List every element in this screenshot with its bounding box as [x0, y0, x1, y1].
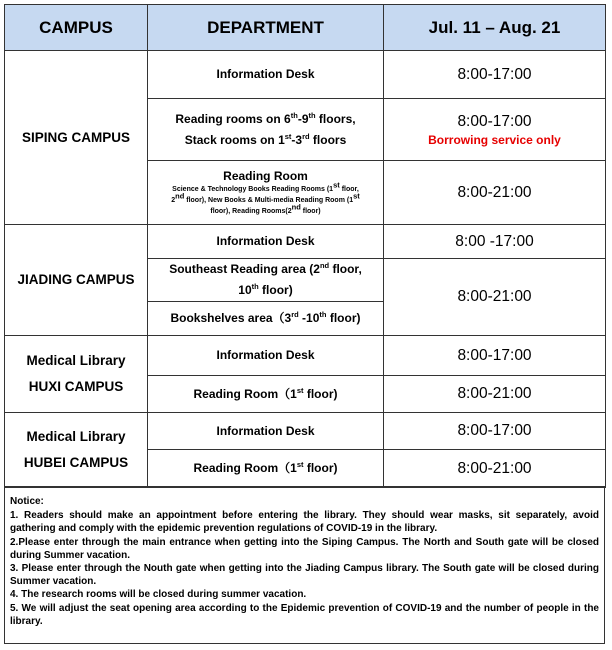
- hours-siping-info-desk: 8:00-17:00: [384, 51, 606, 99]
- hours-huxi-info-desk: 8:00-17:00: [384, 336, 606, 376]
- hours-siping-reading-stack: 8:00-17:00 Borrowing service only: [384, 99, 606, 161]
- header-department: DEPARTMENT: [148, 5, 384, 51]
- table-row: [5, 51, 606, 99]
- table-row: [5, 413, 606, 450]
- notice-title: Notice:: [10, 496, 44, 507]
- hours-hubei-info-desk: 8:00-17:00: [384, 413, 606, 450]
- dept-jiading-bookshelves: Bookshelves area（3rd -10th floor): [148, 302, 384, 336]
- dept-huxi-reading-room: Reading Room（1st floor): [148, 376, 384, 413]
- header-period: Jul. 11 – Aug. 21: [384, 5, 606, 51]
- table-row: [5, 336, 606, 376]
- notice-item: 1. Readers should make an appointment before entering the library. They should wear masks, sit separately, avoid gathering and comply with the epidemic prevention regulations of COVID-19 in the library.: [10, 510, 599, 535]
- campus-siping: SIPING CAMPUS: [5, 51, 148, 225]
- table-row: [5, 225, 606, 259]
- dept-jiading-info-desk: Information Desk: [148, 225, 384, 259]
- campus-hubei: Medical Library HUBEI CAMPUS: [5, 413, 148, 488]
- hours-siping-reading-room: 8:00-21:00: [384, 161, 606, 225]
- dept-jiading-southeast: Southeast Reading area (2nd floor, 10th floor): [148, 259, 384, 302]
- dept-siping-info-desk: Information Desk: [148, 51, 384, 99]
- hours-jiading-info-desk: 8:00 -17:00: [384, 225, 606, 259]
- campus-jiading: JIADING CAMPUS: [5, 225, 148, 336]
- dept-siping-reading-stack: Reading rooms on 6th-9th floors, Stack rooms on 1st-3rd floors: [148, 99, 384, 161]
- borrowing-only-note: Borrowing service only: [428, 132, 561, 147]
- campus-huxi: Medical Library HUXI CAMPUS: [5, 336, 148, 413]
- notice-item: 3. Please enter through the Nouth gate when getting into the Jiading Campus library. The South gate will be closed during Summer vacation.: [10, 563, 599, 588]
- opening-hours-table: [4, 4, 606, 488]
- notice-item: 5. We will adjust the seat opening area according to the Epidemic prevention of COVID-19 and the number of people in the library.: [10, 602, 599, 627]
- hours-huxi-reading-room: 8:00-21:00: [384, 376, 606, 413]
- table-header-row: [5, 5, 606, 51]
- dept-hubei-reading-room: Reading Room（1st floor): [148, 450, 384, 488]
- header-campus: CAMPUS: [5, 5, 148, 51]
- hours-hubei-reading-room: 8:00-21:00: [384, 450, 606, 488]
- notice-item: 4. The research rooms will be closed during summer vacation.: [10, 589, 307, 601]
- dept-hubei-info-desk: Information Desk: [148, 413, 384, 450]
- notice-box: [4, 486, 605, 644]
- notice-item: 2.Please enter through the main entrance when getting into the Siping Campus. The North and South gate will be closed during Summer vacation.: [10, 536, 599, 561]
- dept-siping-reading-room: Reading Room Science & Technology Books Reading Rooms (1st floor, 2nd floor), New Books & Multi-media Reading Room (1st floor), Reading Rooms(2nd floor): [148, 161, 384, 225]
- dept-huxi-info-desk: Information Desk: [148, 336, 384, 376]
- hours-jiading-reading: 8:00-21:00: [384, 259, 606, 336]
